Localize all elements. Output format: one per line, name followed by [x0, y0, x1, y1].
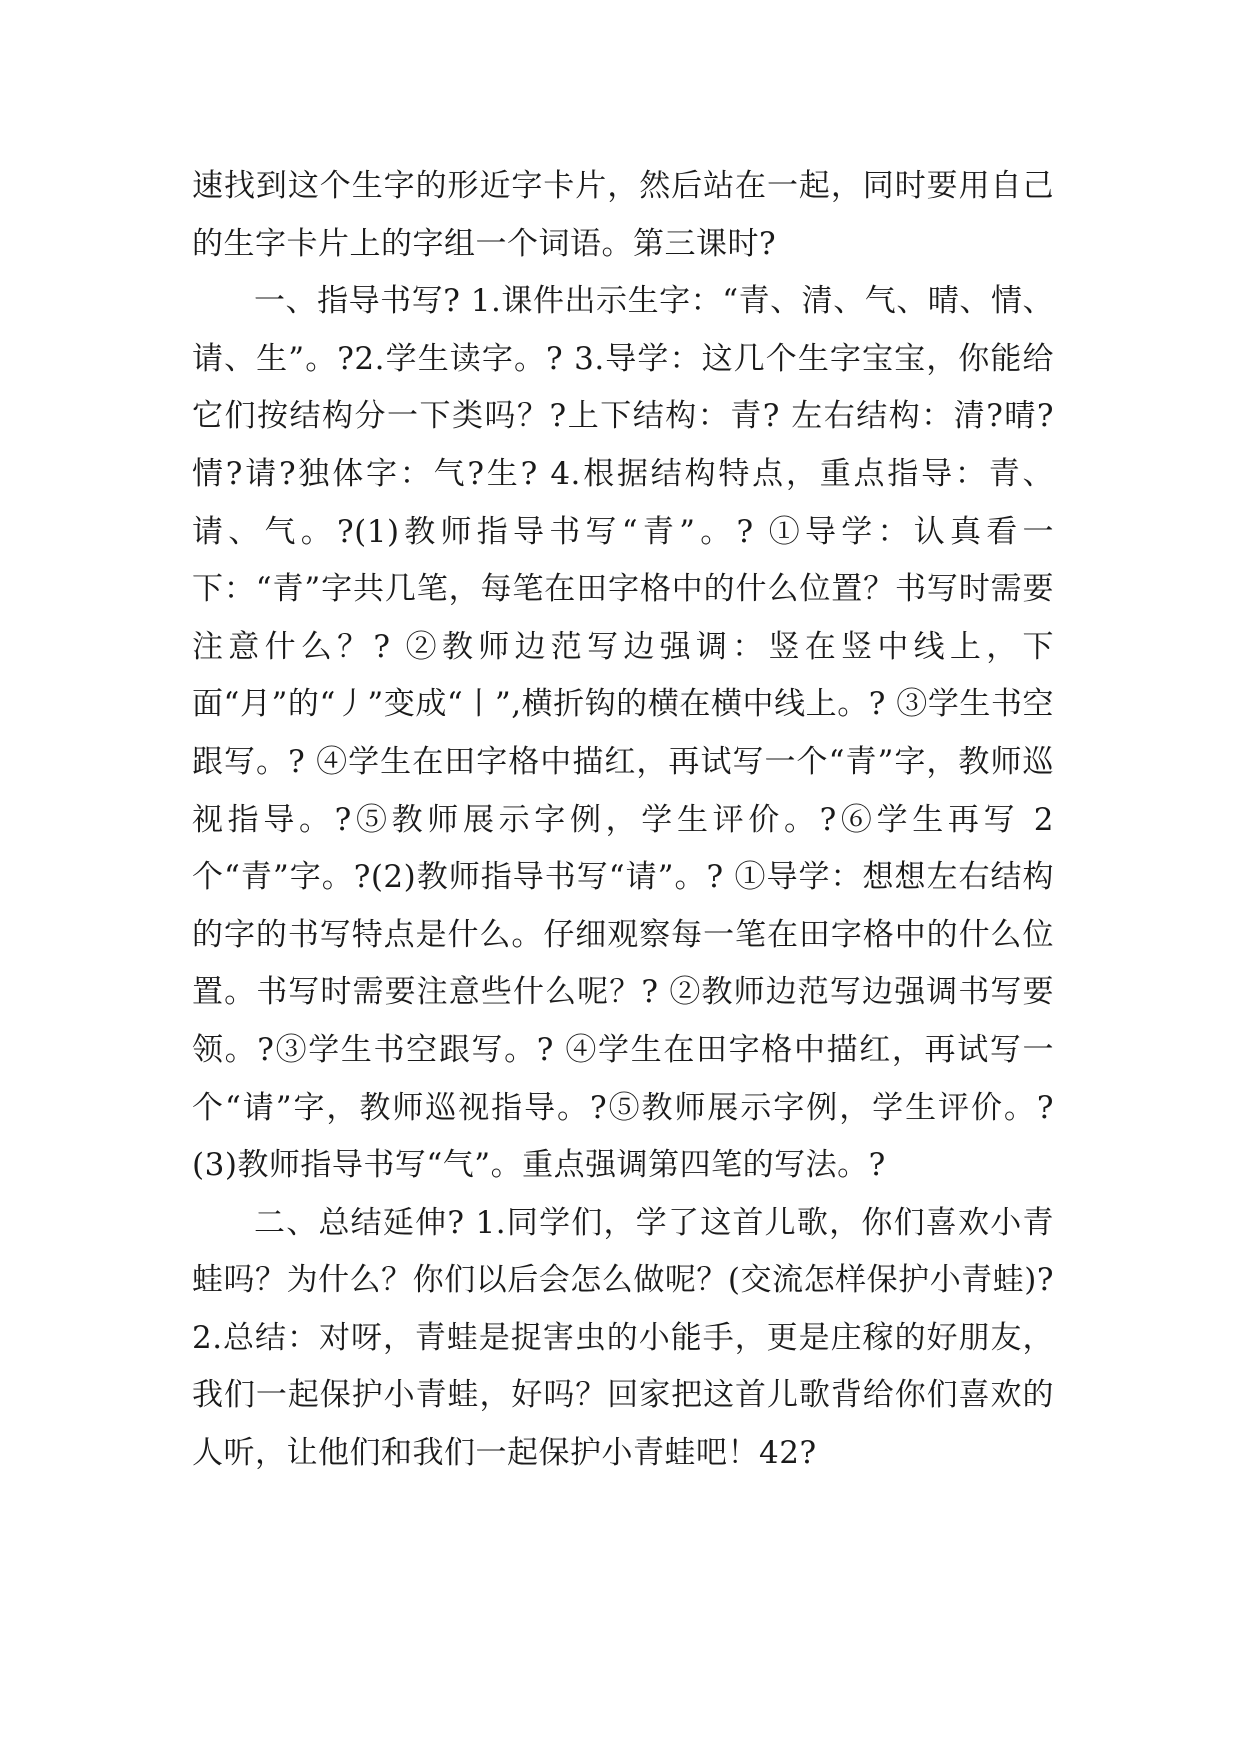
paragraph-continuation: 速找到这个生字的形近字卡片，然后站在一起，同时要用自己的生字卡片上的字组一个词语。第三课时?: [192, 168, 1054, 262]
document-body: [192, 158, 1054, 1483]
paragraph-summary-extension: 二、总结延伸? 1.同学们，学了这首儿歌，你们喜欢小青蛙吗？为什么？你们以后会怎么做呢？(交流怎样保护小青蛙)? 2.总结：对呀，青蛙是捉害虫的小能手，更是庄稼的好朋友，我们一起保护小青蛙，好吗？回家把这首儿歌背给你们喜欢的人听，让他们和我们一起保护小青蛙吧！42?: [192, 1204, 1054, 1472]
paragraph-writing-guidance: 一、指导书写? 1.课件出示生字：“青、清、气、晴、情、请、生”。?2.学生读字。? 3.导学：这几个生字宝宝，你能给它们按结构分一下类吗？?上下结构：青? 左右结构：清?晴?情?请?独体字：气?生? 4.根据结构特点，重点指导：青、请、气。?(1)教师指导书写“青”。? ①导学：认真看一下：“青”字共几笔，每笔在田字格中的什么位置？书写时需要注意什么？? ②教师边范写边强调：竖在竖中线上，下面“月”的“丿”变成“丨”,横折钩的横在横中线上。? ③学生书空跟写。? ④学生在田字格中描红，再试写一个“青”字，教师巡视指导。?⑤教师展示字例，学生评价。?⑥学生再写 2 个“青”字。?(2)教师指导书写“请”。? ①导学：想想左右结构的字的书写特点是什么。仔细观察每一笔在田字格中的什么位置。书写时需要注意些什么呢？? ②教师边范写边强调书写要领。?③学生书空跟写。? ④学生在田字格中描红，再试写一个“请”字，教师巡视指导。?⑤教师展示字例，学生评价。?(3)教师指导书写“气”。重点强调第四笔的写法。?: [192, 283, 1054, 1184]
